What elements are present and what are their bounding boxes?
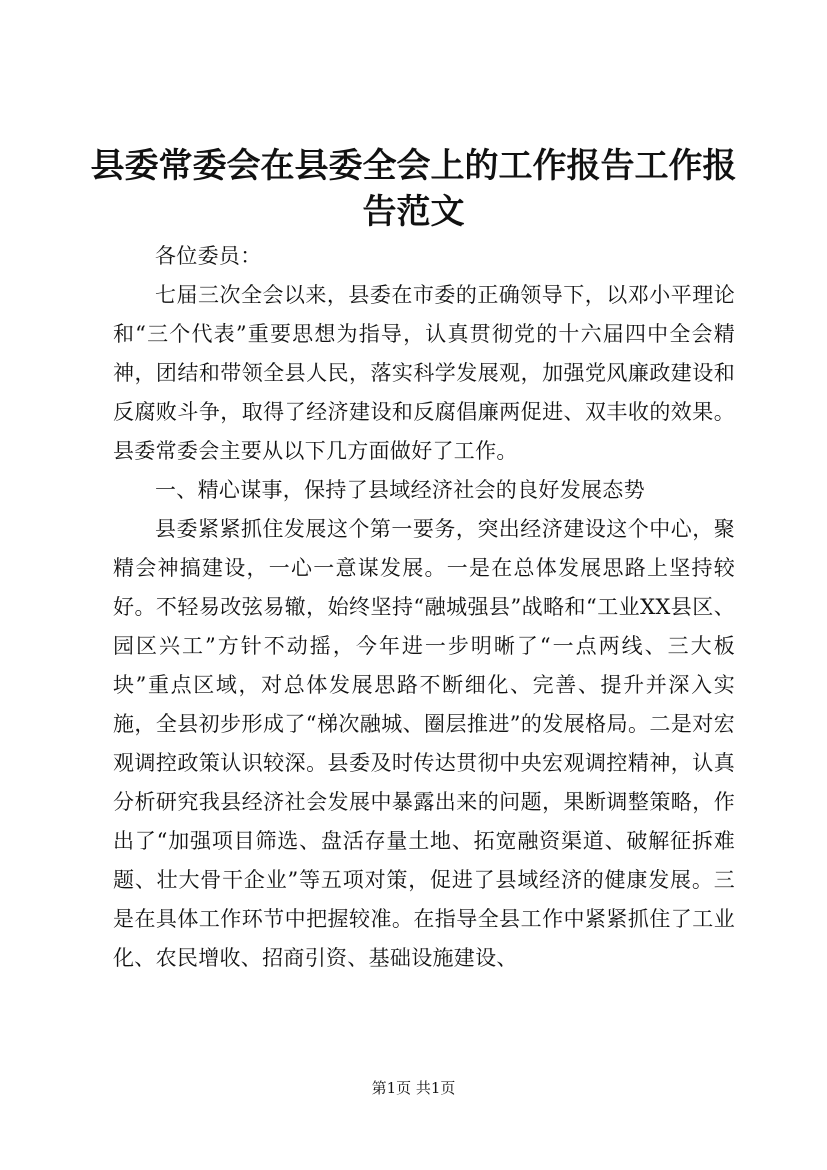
page-number-footer: 第1页 共1页 <box>371 1079 456 1097</box>
paragraph-intro: 七届三次全会以来，县委在市委的正确领导下，以邓小平理论和“三个代表”重要思想为指导，认真贯彻党的十六届四中全会精神，团结和带领全县人民，落实科学发展观，加强党风廉政建设和反腐败斗争，取得了经济建设和反腐倡廉两促进、双丰收的效果。县委常委会主要从以下几方面做好了工作。 <box>113 283 735 463</box>
section-heading: 一、精心谋事，保持了县域经济社会的良好发展态势 <box>155 478 645 502</box>
paragraph-development: 县委紧紧抓住发展这个第一要务，突出经济建设这个中心，聚精会神搞建设，一心一意谋发展。一是在总体发展思路上坚持较好。不轻易改弦易辙，始终坚持“融城强县”战略和“工业XX县区、园区兴工”方针不动摇，今年进一步明晰了“一点两线、三大板块”重点区域，对总体发展思路不断细化、完善、提升并深入实施，全县初步形成了“梯次融城、圈层推进”的发展格局。二是对宏观调控政策认识较深。县委及时传达贯彻中央宏观调控精神，认真分析研究我县经济社会发展中暴露出来的问题，果断调整策略，作出了“加强项目筛选、盘活存量土地、拓宽融资渠道、破解征拆难题、壮大骨干企业”等五项对策，促进了县域经济的健康发展。三是在具体工作环节中把握较准。在指导全县工作中紧紧抓住了工业化、农民增收、招商引资、基础设施建设、 <box>113 517 735 970</box>
document-body <box>113 237 735 978</box>
salutation: 各位委员： <box>155 244 262 268</box>
document-title: 县委常委会在县委全会上的工作报告工作报告范文 <box>90 146 737 232</box>
